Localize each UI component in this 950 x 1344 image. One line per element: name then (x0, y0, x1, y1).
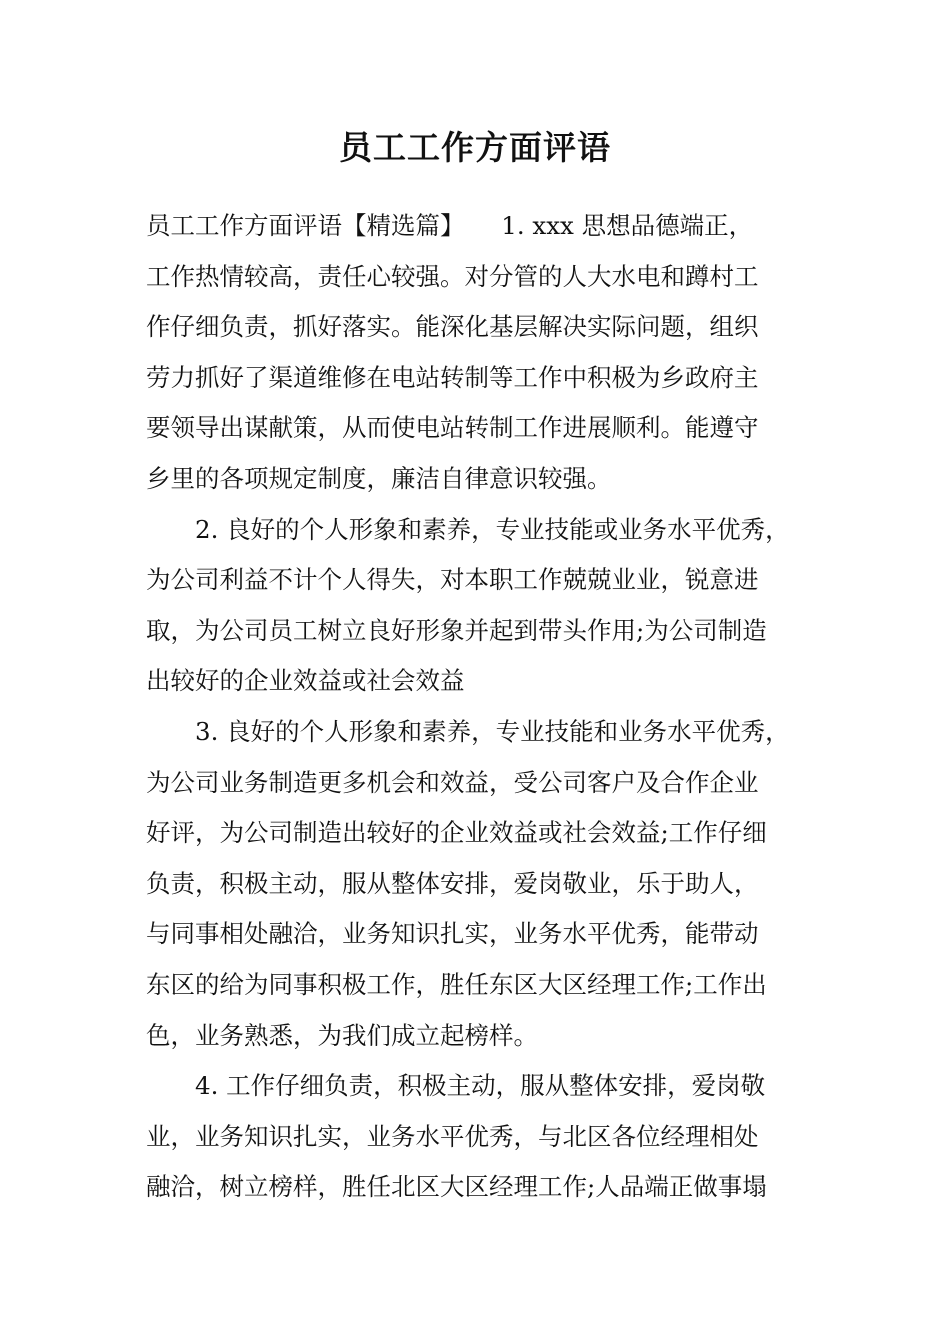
text-line: 融洽，树立榜样，胜任北区大区经理工作;人品端正做事塌 (146, 1172, 767, 1202)
document-body (146, 201, 816, 1213)
text-line: 员工工作方面评语【精选篇】 1. xxx 思想品德端正， (146, 211, 754, 240)
text-line: 工作热情较高，责任心较强。对分管的人大水电和蹲村工 (146, 261, 759, 291)
text-line: 乡里的各项规定制度，廉洁自律意识较强。 (146, 463, 612, 493)
text-line: 出较好的企业效益或社会效益 (146, 666, 465, 696)
text-line: 要领导出谋献策，从而使电站转制工作进展顺利。能遵守 (146, 413, 759, 443)
text-line: 负责，积极主动，服从整体安排，爱岗敬业，乐于助人， (146, 868, 759, 898)
text-line: 业，业务知识扎实，业务水平优秀，与北区各位经理相处 (146, 1121, 759, 1151)
text-line: 色，业务熟悉，为我们成立起榜样。 (146, 1020, 538, 1050)
text-line: 2. 良好的个人形象和素养，专业技能或业务水平优秀， (195, 514, 790, 544)
text-line: 劳力抓好了渠道维修在电站转制等工作中积极为乡政府主 (146, 362, 759, 392)
text-line: 4. 工作仔细负责，积极主动，服从整体安排，爱岗敬 (195, 1071, 766, 1101)
text-line: 为公司业务制造更多机会和效益，受公司客户及合作企业 (146, 767, 759, 797)
text-line: 好评，为公司制造出较好的企业效益或社会效益;工作仔细 (146, 818, 767, 848)
document-title: 员工工作方面评语 (339, 128, 611, 167)
text-line: 3. 良好的个人形象和素养，专业技能和业务水平优秀， (195, 716, 790, 746)
text-line: 与同事相处融洽，业务知识扎实，业务水平优秀，能带动 (146, 919, 759, 949)
text-line: 取，为公司员工树立良好形象并起到带头作用;为公司制造 (146, 615, 767, 645)
text-line: 东区的给为同事积极工作，胜任东区大区经理工作;工作出 (146, 969, 767, 999)
text-line: 作仔细负责，抓好落实。能深化基层解决实际问题，组织 (146, 312, 759, 342)
text-line: 为公司利益不计个人得失，对本职工作兢兢业业，锐意进 (146, 565, 759, 595)
